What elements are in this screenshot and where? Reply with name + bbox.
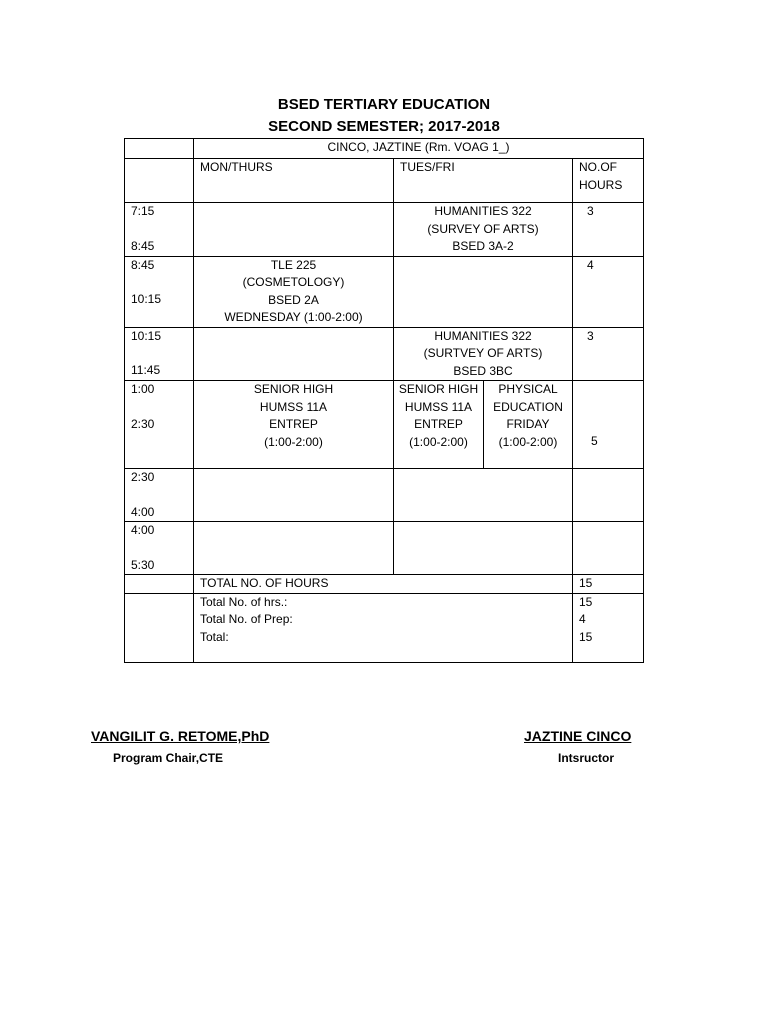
fri-cell: PHYSICAL EDUCATION FRIDAY (1:00-2:00): [484, 381, 573, 469]
summary-values: 15 4 15: [573, 593, 644, 662]
table-row: [125, 381, 644, 469]
schedule-table: [124, 138, 644, 663]
time-cell: 2:30 4:00: [125, 469, 194, 522]
table-row: [125, 469, 644, 522]
total-hours-value: 15: [573, 575, 644, 594]
col-header-mon-thurs: MON/THURS: [194, 159, 394, 203]
mon-thurs-cell: [194, 522, 394, 575]
mon-thurs-cell: [194, 469, 394, 522]
program-chair-name: VANGILIT G. RETOME,PhD: [91, 728, 270, 744]
hours-cell: 3: [573, 203, 644, 257]
blank-corner-cell: [125, 139, 194, 159]
hours-cell: 4: [573, 256, 644, 327]
mon-thurs-cell: [194, 203, 394, 257]
hours-cell: [573, 469, 644, 522]
col-header-tues-fri: TUES/FRI: [394, 159, 573, 203]
table-row: [125, 203, 644, 257]
mon-thurs-cell: TLE 225 (COSMETOLOGY) BSED 2A WEDNESDAY (1:00-2:00): [194, 256, 394, 327]
table-row: [125, 256, 644, 327]
program-chair-title: Program Chair,CTE: [113, 751, 224, 765]
tues-fri-cell: HUMANITIES 322 (SURVEY OF ARTS) BSED 3A-2: [394, 203, 573, 257]
blank-time-header: [125, 159, 194, 203]
tues-fri-cell: [394, 469, 573, 522]
table-row: [125, 327, 644, 381]
tues-fri-cell: [394, 522, 573, 575]
time-cell: 10:15 11:45: [125, 327, 194, 381]
semester-subtitle: SECOND SEMESTER; 2017-2018: [268, 118, 500, 135]
time-cell: 8:45 10:15: [125, 256, 194, 327]
blank-cell: [125, 593, 194, 662]
tues-cell: SENIOR HIGH HUMSS 11A ENTREP (1:00-2:00): [394, 381, 484, 469]
instructor-title: Intsructor: [558, 751, 615, 765]
blank-cell: [125, 575, 194, 594]
instructor-room-cell: CINCO, JAZTINE (Rm. VOAG 1_): [194, 139, 644, 159]
time-cell: 4:00 5:30: [125, 522, 194, 575]
summary-labels: Total No. of hrs.: Total No. of Prep: Total:: [194, 593, 573, 662]
total-hours-row: [125, 575, 644, 594]
time-cell: 1:00 2:30: [125, 381, 194, 469]
mon-thurs-cell: [194, 327, 394, 381]
col-header-hours: NO.OF HOURS: [573, 159, 644, 203]
summary-row: [125, 593, 644, 662]
tues-fri-cell: [394, 256, 573, 327]
tues-fri-cell: HUMANITIES 322 (SURTVEY OF ARTS) BSED 3BC: [394, 327, 573, 381]
time-cell: 7:15 8:45: [125, 203, 194, 257]
hours-cell: 3: [573, 327, 644, 381]
mon-thurs-cell: SENIOR HIGH HUMSS 11A ENTREP (1:00-2:00): [194, 381, 394, 469]
instructor-name: JAZTINE CINCO: [524, 728, 632, 744]
hours-cell: [573, 522, 644, 575]
total-hours-label: TOTAL NO. OF HOURS: [194, 575, 573, 594]
hours-cell: 5: [573, 381, 644, 469]
table-row: [125, 522, 644, 575]
document-title: BSED TERTIARY EDUCATION: [277, 96, 491, 113]
